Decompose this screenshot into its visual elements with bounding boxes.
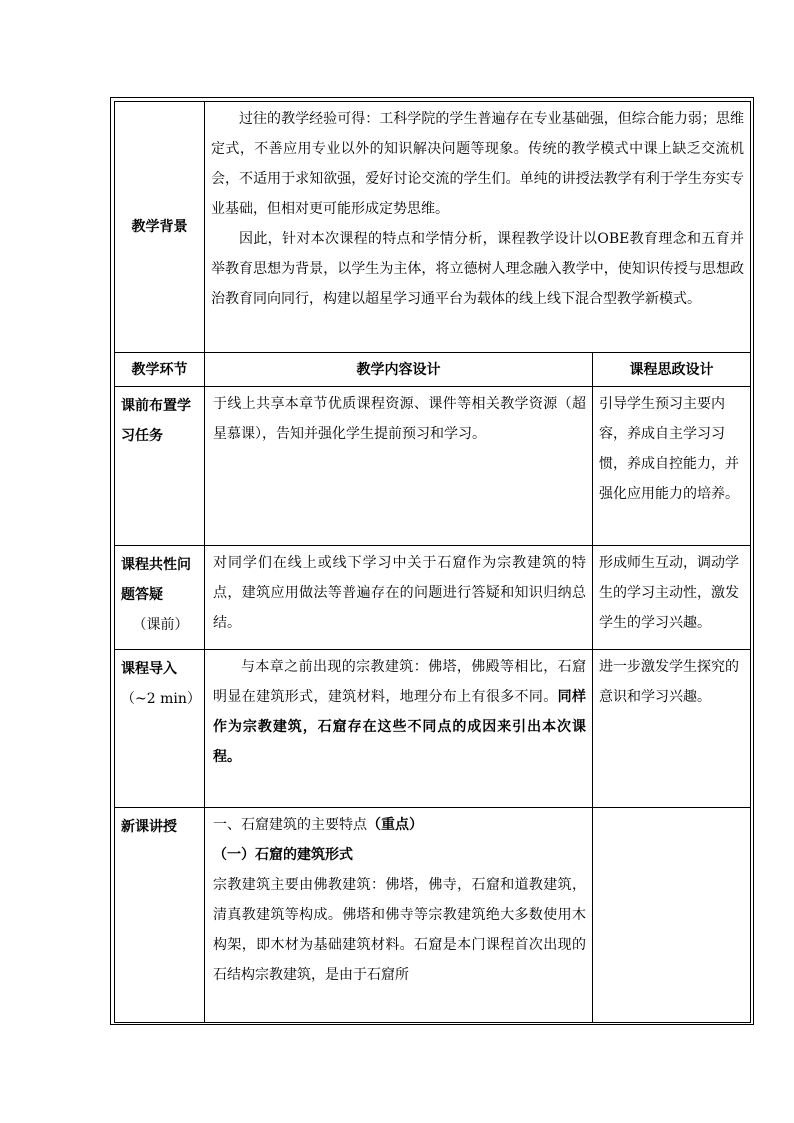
stage-cell	[115, 808, 205, 1023]
background-content	[205, 102, 751, 353]
header-stage: 教学环节	[115, 353, 205, 387]
ideology-text: 形成师生互动，调动学生的学习主动性，激发学生的学习兴趣。	[599, 555, 739, 631]
stage-label: 课程共性问题答疑	[121, 557, 191, 603]
stage-sublabel: （课前）	[132, 617, 189, 633]
table-row	[115, 546, 751, 650]
content-cell	[205, 546, 593, 650]
header-content: 教学内容设计	[205, 353, 593, 387]
table-header-row	[115, 353, 751, 387]
section-heading-text: 一、石窟建筑的主要特点	[213, 817, 367, 833]
stage-label: 课前布置学习任务	[121, 398, 191, 444]
stage-cell	[115, 650, 205, 808]
content-text	[213, 652, 586, 772]
lesson-plan-table	[114, 101, 751, 1023]
table-row	[115, 387, 751, 546]
content-cell	[205, 387, 593, 546]
stage-label: 课程导入	[121, 661, 177, 677]
content-emphasis: 同样作为宗教建筑，石窟存在这些不同点的成因来引出本次课程。	[213, 689, 587, 765]
header-ideology: 课程思政设计	[593, 353, 751, 387]
table-row	[115, 650, 751, 808]
content-cell	[205, 650, 593, 808]
ideology-cell	[593, 546, 751, 650]
content-text: 宗教建筑主要由佛教建筑：佛塔，佛寺，石窟和道教建筑，清真教建筑等构成。佛塔和佛寺等宗教建筑绝大多数使用木构架，即木材为基础建筑材料。石窟是本门课程首次出现的石结构宗教建筑，是由于石窟所	[213, 877, 586, 983]
section-heading-emphasis: （重点）	[367, 817, 423, 833]
background-paragraph-1: 过往的教学经验可得：工科学院的学生普遍存在专业基础强，但综合能力弱；思维定式，不善应用专业以外的知识解决问题等现象。传统的教学模式中课上缺乏交流机会，不适用于求知欲强，爱好讨论交流的学生们。单纯的讲授法教学有利于学生夯实专业基础，但相对更可能形成定势思维。	[211, 111, 744, 217]
background-paragraph-2: 因此，针对本次课程的特点和学情分析，课程教学设计以OBE教育理念和五育并举教育思想为背景，以学生为主体，将立德树人理念融入教学中，使知识传授与思想政治教育同向同行，构建以超星学习通平台为载体的线上线下混合型教学新模式。	[211, 231, 744, 307]
stage-cell	[115, 387, 205, 546]
content-text: 于线上共享本章节优质课程资源、课件等相关教学资源（超星慕课），告知并强化学生提前预习和学习。	[213, 396, 586, 442]
content-text: 对同学们在线上或线下学习中关于石窟作为宗教建筑的特点，建筑应用做法等普遍存在的问题进行答疑和知识归纳总结。	[213, 555, 586, 631]
background-label: 教学背景	[115, 102, 205, 353]
ideology-cell	[593, 650, 751, 808]
background-row	[115, 102, 751, 353]
ideology-cell	[593, 808, 751, 1023]
content-normal: 与本章之前出现的宗教建筑：佛塔，佛殿等相比，石窟明显在建筑形式，建筑材料，地理分布上有很多不同。	[213, 659, 586, 705]
stage-label: 新课讲授	[121, 819, 177, 835]
ideology-text: 引导学生预习主要内容，养成自主学习习惯，养成自控能力，并强化应用能力的培养。	[599, 396, 739, 502]
content-cell	[205, 808, 593, 1023]
ideology-text: 进一步激发学生探究的意识和学习兴趣。	[599, 659, 739, 705]
stage-sublabel: （~2 min）	[121, 691, 201, 707]
section-heading	[213, 810, 586, 840]
subsection-heading: （一）石窟的建筑形式	[213, 847, 353, 863]
ideology-cell	[593, 387, 751, 546]
stage-cell	[115, 546, 205, 650]
table-row	[115, 808, 751, 1023]
